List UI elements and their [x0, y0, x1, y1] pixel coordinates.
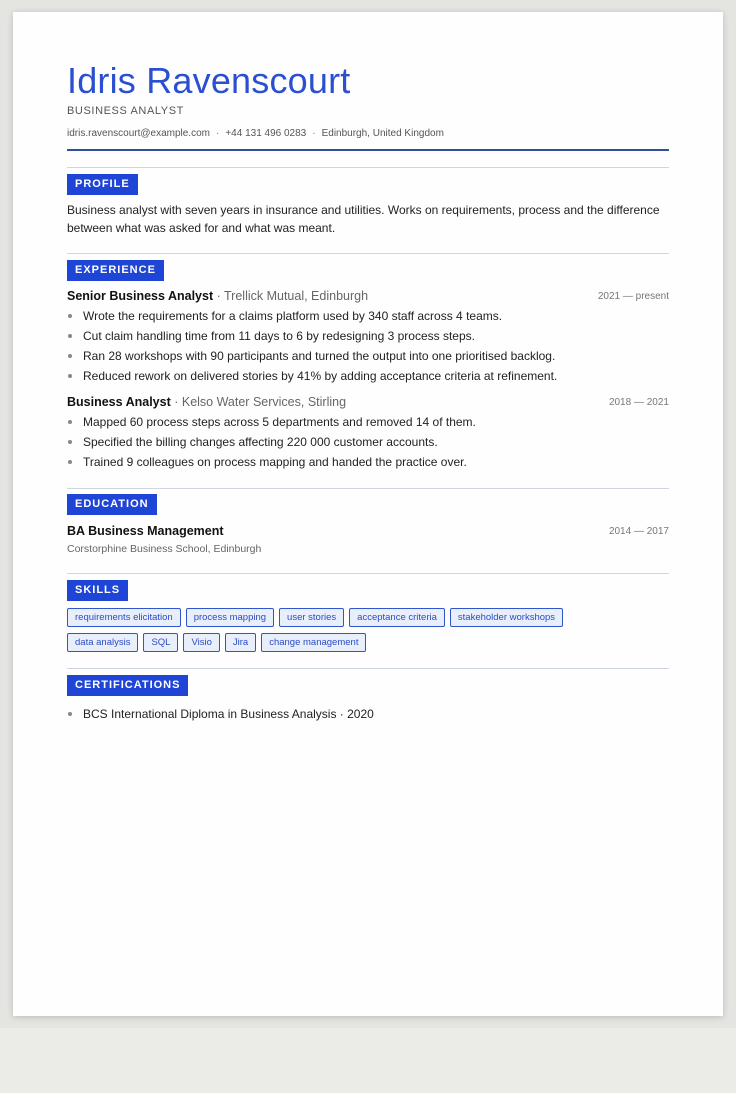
contact-email[interactable]: idris.ravenscourt@example.com — [67, 128, 210, 139]
skill-tag: acceptance criteria — [349, 608, 445, 627]
section-divider — [67, 253, 669, 254]
section-heading-profile: PROFILE — [67, 174, 138, 195]
job-organisation: · Kelso Water Services, Stirling — [170, 395, 347, 409]
page-background-band — [0, 1028, 736, 1093]
job-title: Business Analyst — [67, 395, 171, 409]
list-item: Wrote the requirements for a claims platform used by 340 staff across 4 teams. — [67, 306, 669, 326]
resume-page — [13, 12, 723, 1016]
section-heading-skills: SKILLS — [67, 580, 128, 601]
skills-list — [67, 608, 669, 658]
section-divider — [67, 573, 669, 574]
section-heading-education: EDUCATION — [67, 494, 157, 515]
certification-list — [67, 704, 669, 724]
contact-phone[interactable]: +44 131 496 0283 — [225, 128, 307, 139]
job-title-line — [67, 394, 346, 410]
section-divider — [67, 668, 669, 669]
contact-location: Edinburgh, United Kingdom — [321, 128, 444, 139]
job-title: Senior Business Analyst — [67, 289, 214, 303]
skill-tag: data analysis — [67, 633, 138, 652]
skills-row — [67, 608, 669, 627]
contact-separator: · — [312, 128, 316, 139]
section-divider — [67, 167, 669, 168]
skill-tag: SQL — [143, 633, 178, 652]
section-divider — [67, 488, 669, 489]
profile-text: Business analyst with seven years in insurance and utilities. Works on requirements, process and the difference between what was asked for and what was meant. — [67, 203, 660, 235]
education-dates: 2014 — 2017 — [608, 526, 669, 537]
education-degree: BA Business Management — [67, 524, 224, 538]
list-item: Cut claim handling time from 11 days to 6 by redesigning 3 process steps. — [67, 326, 669, 346]
education-school: Corstorphine Business School, Edinburgh — [67, 543, 262, 555]
skill-tag: Visio — [183, 633, 219, 652]
skill-tag: Jira — [225, 633, 256, 652]
list-item: Mapped 60 process steps across 5 departments and removed 14 of them. — [67, 412, 669, 432]
header-rule — [67, 149, 669, 151]
candidate-role: BUSINESS ANALYST — [67, 105, 184, 117]
job-dates: 2021 — present — [597, 291, 669, 302]
job-dates: 2018 — 2021 — [608, 397, 669, 408]
section-heading-certifications: CERTIFICATIONS — [67, 675, 188, 696]
section-heading-experience: EXPERIENCE — [67, 260, 164, 281]
skill-tag: requirements elicitation — [67, 608, 181, 627]
skill-tag: user stories — [279, 608, 344, 627]
list-item: Specified the billing changes affecting 220 000 customer accounts. — [67, 432, 669, 452]
skill-tag: change management — [261, 633, 366, 652]
contact-separator: · — [215, 128, 220, 139]
list-item: Reduced rework on delivered stories by 41% by adding acceptance criteria at refinement. — [67, 366, 669, 386]
list-item: BCS International Diploma in Business Analysis · 2020 — [67, 704, 669, 724]
skill-tag: stakeholder workshops — [450, 608, 563, 627]
list-item: Ran 28 workshops with 90 participants and turned the output into one prioritised backlog. — [67, 346, 669, 366]
contact-line — [67, 127, 669, 140]
job-bullets — [67, 412, 669, 472]
job-title-line — [67, 288, 368, 304]
skill-tag: process mapping — [186, 608, 274, 627]
job-organisation: · Trellick Mutual, Edinburgh — [213, 289, 369, 303]
list-item: Trained 9 colleagues on process mapping and handed the practice over. — [67, 452, 669, 472]
job-bullets — [67, 306, 669, 386]
skills-row — [67, 633, 669, 652]
candidate-name: Idris Ravenscourt — [67, 60, 351, 101]
